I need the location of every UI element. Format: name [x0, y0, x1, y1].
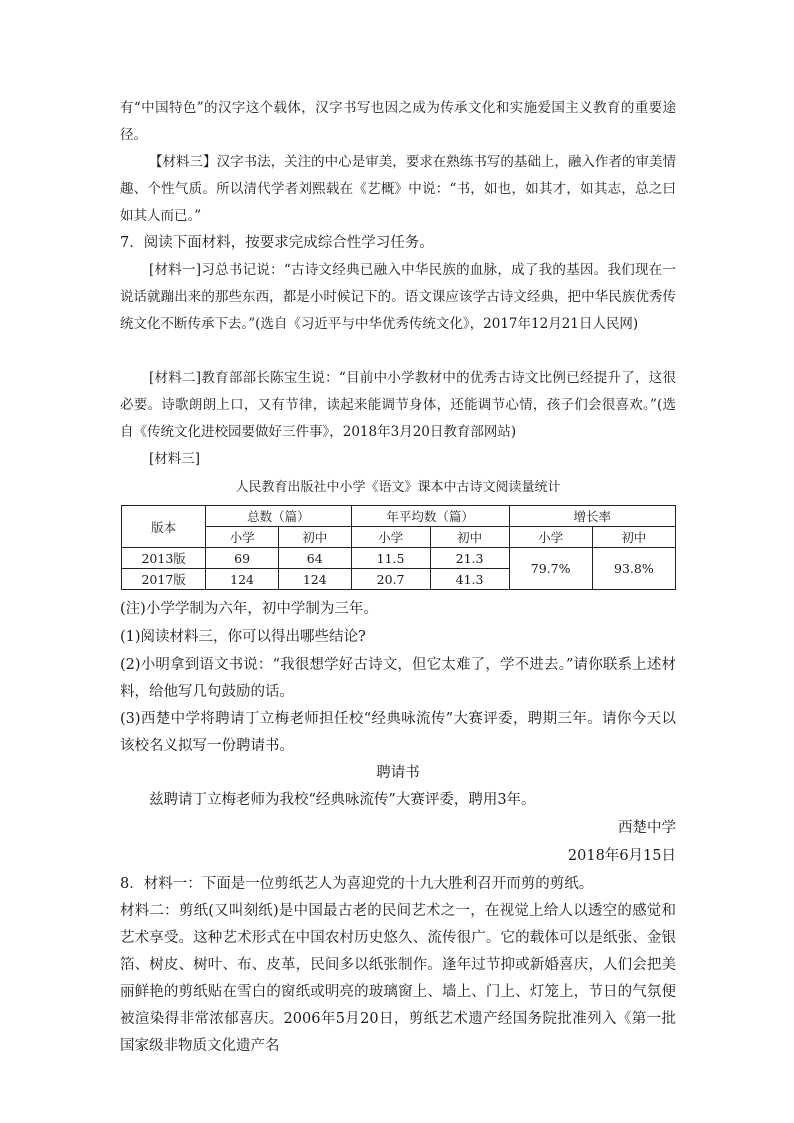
table-note: (注)小学学制为六年，初中学制为三年。	[120, 601, 378, 617]
table-row	[122, 548, 676, 569]
q7-sub-1: (1)阅读材料三，你可以得出哪些结论?	[120, 629, 366, 645]
letter-body: 兹聘请丁立梅老师为我校“经典咏流传”大赛评委，聘用3年。	[149, 792, 536, 808]
letter-date: 2018年6月15日	[567, 848, 676, 864]
q8-material-2: 材料二：剪纸(又叫刻纸)是中国最古老的民间艺术之一，在视觉上给人以透空的感觉和艺术享受。这种艺术形式在中国农村历史悠久、流传很广。它的载体可以是纸张、金银箔、树皮、树叶、布、皮革，民间多以纸张制作。逢年过节抑或新婚喜庆，人们会把美丽鲜艳的剪纸贴在雪白的窗纸或明亮的玻璃窗上、墙上、门上、灯笼上，节日的气氛便被渲染得非常浓郁喜庆。2006年5月20日，剪纸艺术遗产经国务院批准列入《第一批国家级非物质文化遗产名	[120, 903, 676, 1054]
cell-growth-junior: 93.8%	[592, 548, 675, 590]
top-material-3: 【材料三】汉字书法，关注的中心是审美，要求在熟练书写的基础上，融入作者的审美情趣、个性气质。所以清代学者刘熙载在《艺概》中说：“书，如也，如其才，如其志，总之曰如其人而已。”	[120, 154, 676, 224]
header-avg-primary: 小学	[351, 527, 430, 548]
table-title: 人民教育出版社中小学《语文》课本中古诗文阅读量统计	[235, 480, 561, 495]
question-7-stem: 7．阅读下面材料，按要求完成综合性学习任务。	[120, 235, 434, 251]
q7-material-1: [材料一]习总书记说：“古诗文经典已融入中华民族的血脉，成了我的基因。我们现在一说话就蹦出来的那些东西，都是小时候记下的。语文课应该学古诗文经典，把中华民族优秀传统文化不断传承下去。”(选自《习近平与中华优秀传统文化》，2017年12月21日人民网)	[120, 262, 676, 332]
cell-avg-primary: 20.7	[351, 569, 430, 590]
q7-material-3-label: [材料三]	[149, 451, 201, 467]
top-continuation-text: 有“中国特色”的汉字这个载体，汉字书写也因之成为传承文化和实施爱国主义教育的重要途径。	[120, 100, 676, 143]
header-average: 年平均数（篇）	[351, 506, 509, 527]
header-growth-primary: 小学	[509, 527, 592, 548]
q7-sub-3: (3)西楚中学将聘请丁立梅老师担任校“经典咏流传”大赛评委，聘期三年。请你今天以该校名义拟写一份聘请书。	[120, 711, 676, 754]
cell-avg-junior: 41.3	[430, 569, 509, 590]
q8-material-1: 8．材料一：下面是一位剪纸艺人为喜迎党的十九大胜利召开而剪的剪纸。	[120, 876, 594, 892]
cell-total-junior: 124	[278, 569, 351, 590]
cell-version: 2017版	[122, 569, 206, 590]
cell-avg-primary: 11.5	[351, 548, 430, 569]
header-growth: 增长率	[509, 506, 675, 527]
cell-growth-primary: 79.7%	[509, 548, 592, 590]
header-total-junior: 初中	[278, 527, 351, 548]
cell-total-junior: 64	[278, 548, 351, 569]
letter-signer: 西楚中学	[618, 820, 676, 836]
reading-stats-table	[121, 505, 676, 590]
header-total-primary: 小学	[206, 527, 279, 548]
header-avg-junior: 初中	[430, 527, 509, 548]
q7-material-2: [材料二]教育部部长陈宝生说：“目前中小学教材中的优秀古诗文比例已经提升了，这很必要。诗歌朗朗上口，又有节律，读起来能调节身体，还能调节心情，孩子们会很喜欢。”(选自《传统文化进校园要做好三件事》，2018年3月20日教育部网站)	[120, 370, 676, 440]
cell-avg-junior: 21.3	[430, 548, 509, 569]
cell-version: 2013版	[122, 548, 206, 569]
cell-total-primary: 124	[206, 569, 279, 590]
header-version: 版本	[122, 506, 206, 548]
header-total: 总数（篇）	[206, 506, 351, 527]
letter-title: 聘请书	[376, 765, 420, 781]
cell-total-primary: 69	[206, 548, 279, 569]
header-growth-junior: 初中	[592, 527, 675, 548]
q7-sub-2: (2)小明拿到语文书说：“我很想学好古诗文，但它太难了，学不进去。”请你联系上述材料，给他写几句鼓励的话。	[120, 657, 676, 700]
